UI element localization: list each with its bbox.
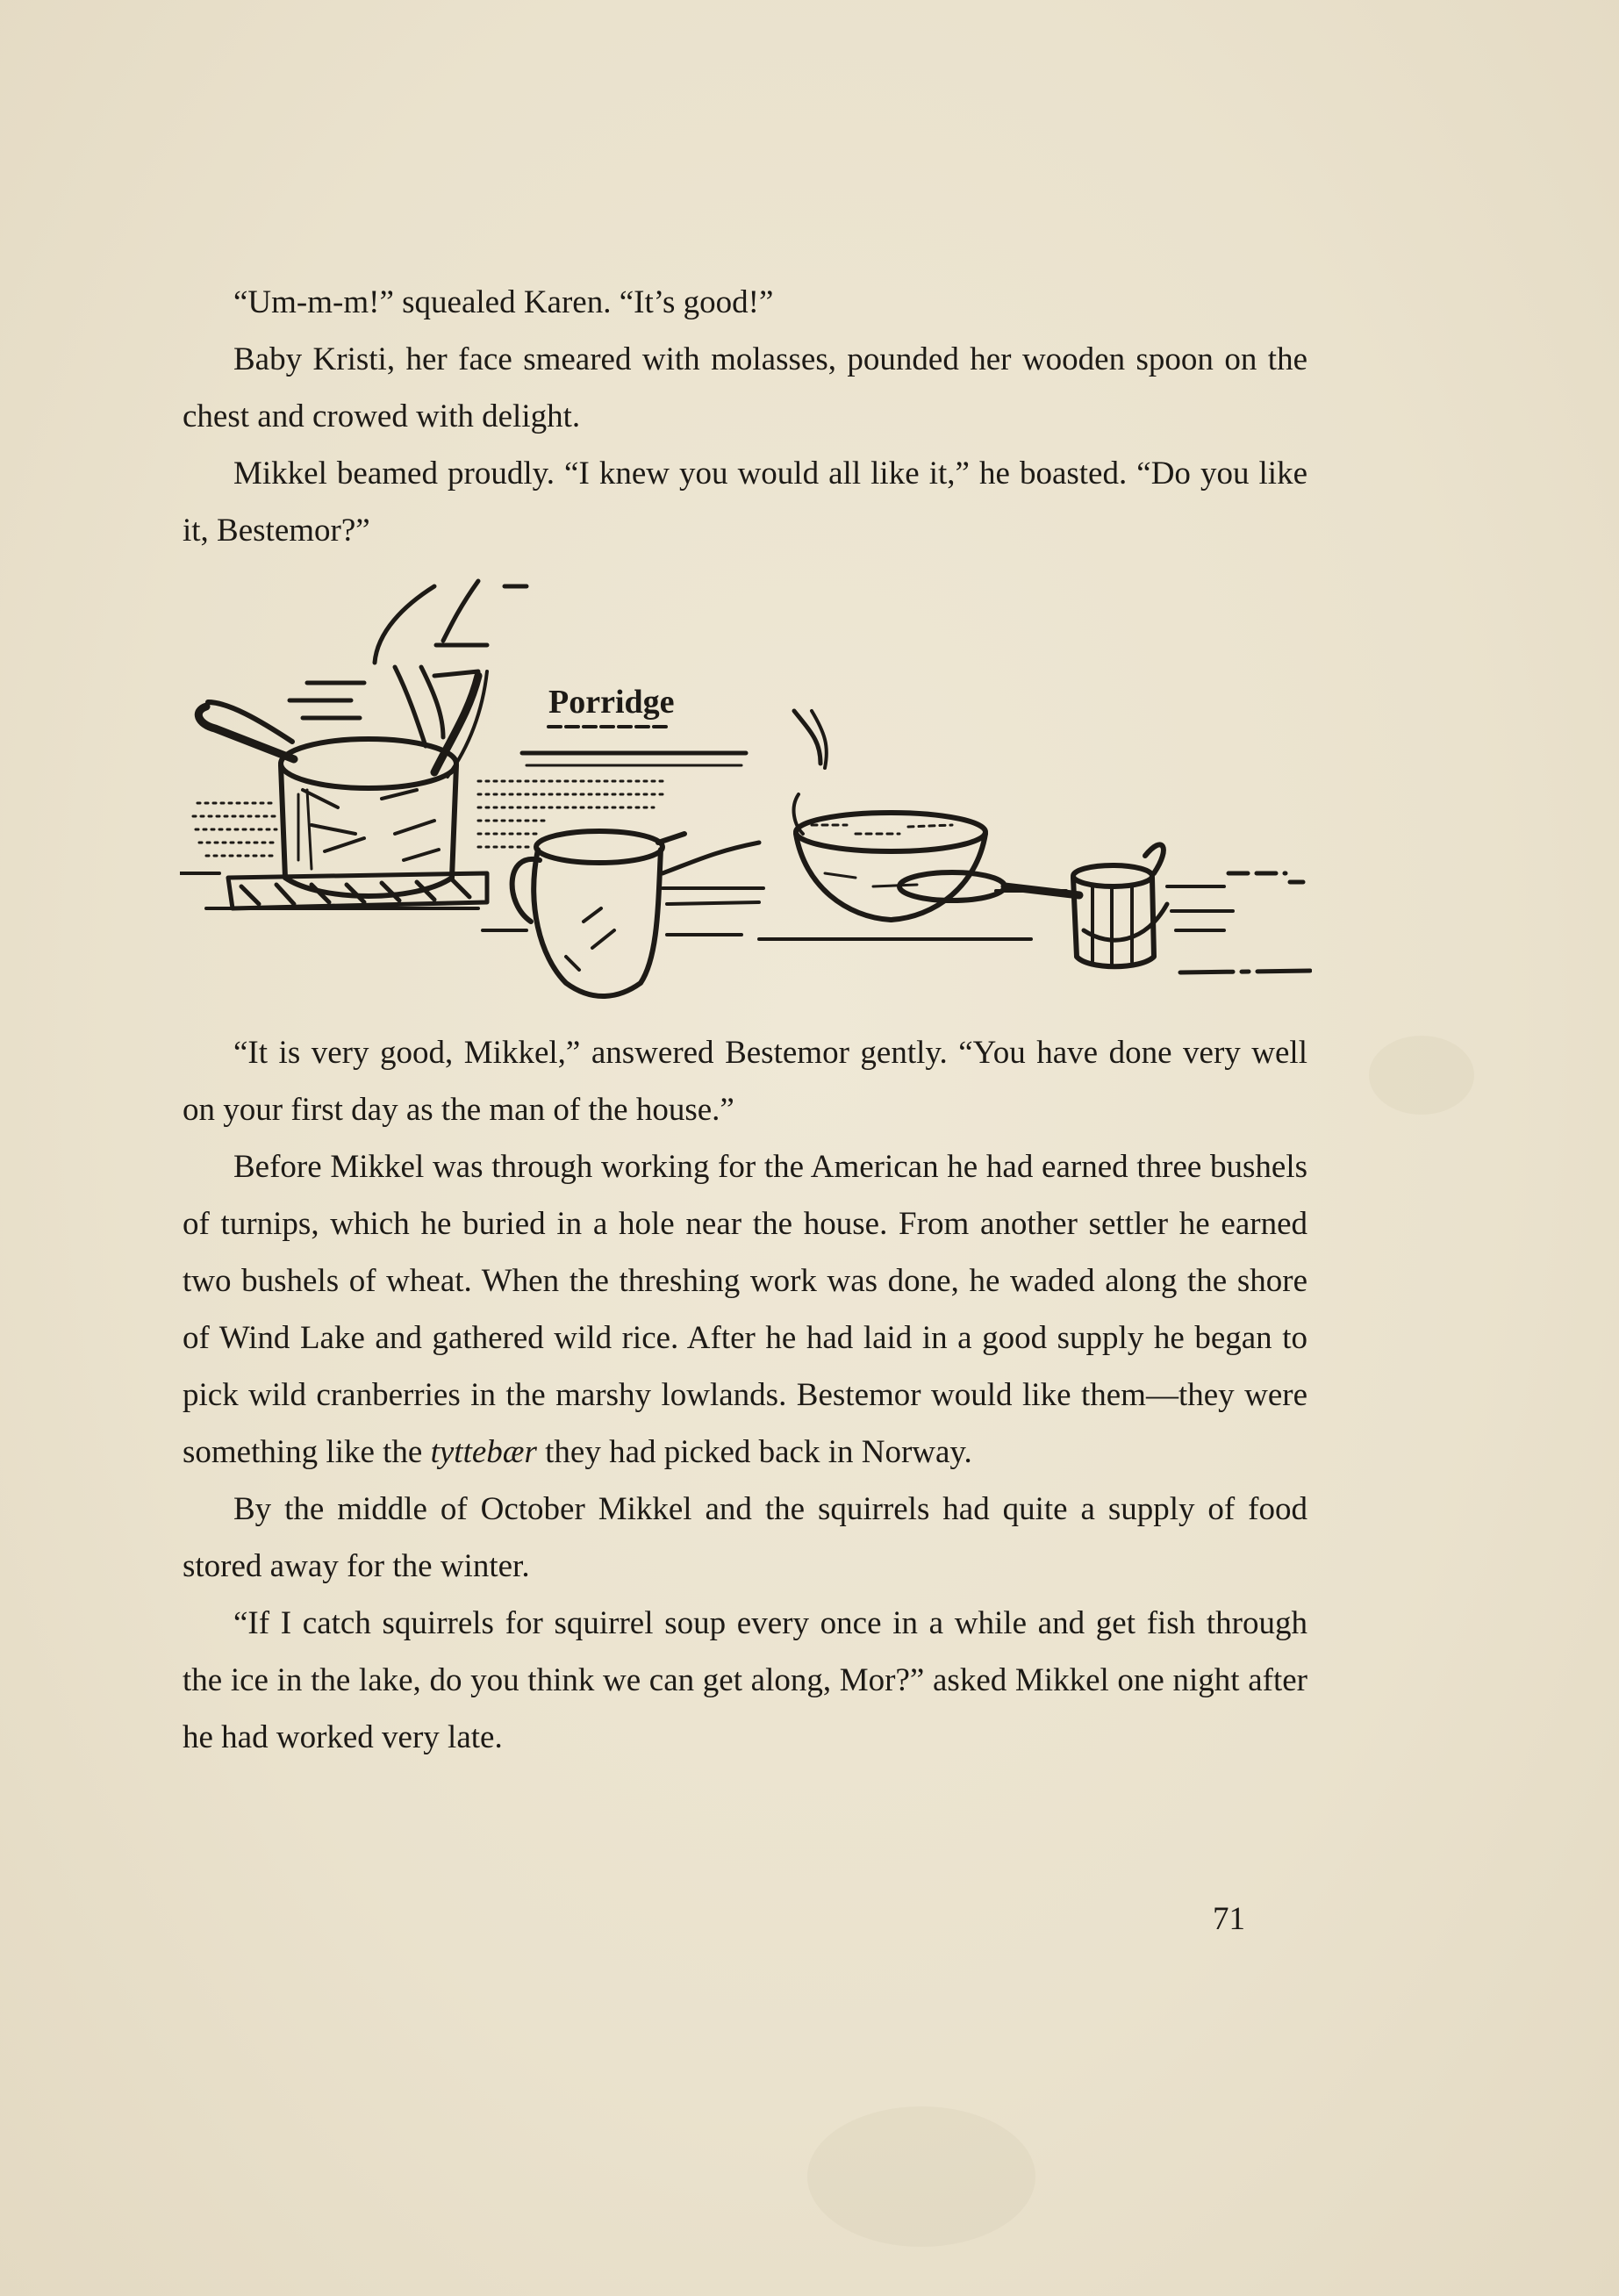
stipple-shadow bbox=[193, 781, 667, 856]
paragraph-text: Before Mikkel was through working for the American he had earned three bushels of turnips, which he buried in a hole near the house. From another settler he earned two bushels of wheat. When the threshing work was done, he waded along the shore of Wind Lake and gathered wild rice. After he had laid in a good supply he began to pick wild cranberries in the marshy lowlands. Bestemor would like them—they were something like the bbox=[183, 1149, 1307, 1470]
italic-word: tyttebær bbox=[430, 1434, 537, 1470]
text-block-top bbox=[183, 274, 1307, 559]
page-number: 71 bbox=[1213, 1901, 1245, 1937]
paragraph: Mikkel beamed proudly. “I knew you would all like it,” he boasted. “Do you like it, Bestemor?” bbox=[183, 456, 1307, 549]
paragraph: Baby Kristi, her face smeared with molasses, pounded her wooden spoon on the chest and crowed with delight. bbox=[183, 341, 1307, 434]
paper-stain bbox=[1369, 1036, 1474, 1115]
porridge-label: Porridge bbox=[548, 684, 675, 721]
pot-icon bbox=[180, 671, 487, 908]
paragraph bbox=[183, 1138, 1307, 1481]
paragraph: By the middle of October Mikkel and the squirrels had quite a supply of food stored away for the winter. bbox=[183, 1491, 1307, 1584]
paragraph: “It is very good, Mikkel,” answered Bestemor gently. “You have done very well on your first day as the man of the house.” bbox=[183, 1035, 1307, 1128]
tub-icon bbox=[1073, 844, 1312, 972]
paragraph: “Um-m-m!” squealed Karen. “It’s good!” bbox=[233, 284, 774, 320]
paragraph: “If I catch squirrels for squirrel soup every once in a while and get fish through the ice in the lake, do you think we can get along, Mor?” asked Mikkel one night after he had worked very late. bbox=[183, 1605, 1307, 1755]
bowl-icon bbox=[759, 711, 1031, 939]
spoon-icon bbox=[899, 872, 1079, 900]
paragraph-text: they had picked back in Norway. bbox=[536, 1434, 972, 1470]
pitcher-icon bbox=[483, 831, 763, 996]
text-block-bottom bbox=[183, 1024, 1307, 1766]
porridge-illustration bbox=[180, 570, 1312, 1018]
paper-stain bbox=[807, 2106, 1035, 2247]
steam-icon bbox=[290, 581, 527, 746]
porridge-sign bbox=[522, 684, 746, 765]
